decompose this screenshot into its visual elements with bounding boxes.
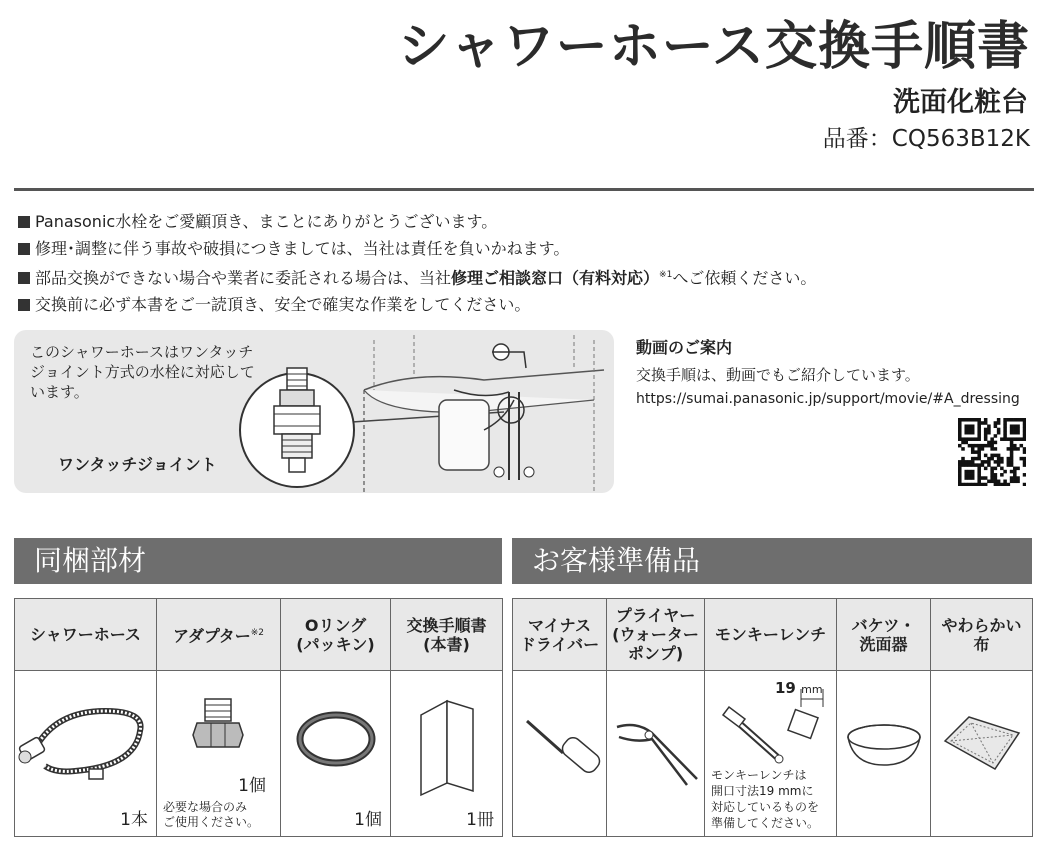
adapter-note: 必要な場合のみ ご使用ください。 bbox=[163, 800, 260, 829]
screwdriver-icon bbox=[513, 671, 607, 837]
wrench-size-label: 19 mm bbox=[775, 679, 823, 697]
model-number: 品番：CQ563B12K bbox=[822, 126, 1030, 152]
part-header-manual: 交換手順書 (本書) bbox=[391, 599, 503, 671]
joint-label: ワンタッチジョイント bbox=[58, 455, 217, 474]
bullet-square-icon bbox=[18, 216, 30, 228]
notice-item: 交換前に必ず本書をご一読頂き、安全で確実な作業をしてください。 bbox=[18, 291, 1028, 318]
compatibility-info-box bbox=[14, 330, 614, 493]
soft-cloth-icon bbox=[931, 671, 1033, 837]
part-header-adapter: アダプター$^{※2}$ bbox=[157, 599, 281, 671]
tool-header-cloth: やわらかい 布 bbox=[931, 599, 1033, 671]
customer-tools-table bbox=[512, 598, 1033, 837]
part-cell-oring bbox=[281, 671, 391, 837]
part-cell-hose bbox=[15, 671, 157, 837]
part-cell-adapter bbox=[157, 671, 281, 837]
notice-list bbox=[18, 208, 1028, 318]
manual-quantity: 1冊 bbox=[466, 810, 494, 830]
bullet-square-icon bbox=[18, 272, 30, 284]
adapter-quantity: 1個 bbox=[238, 776, 266, 796]
included-parts-heading: 同梱部材 bbox=[14, 538, 502, 584]
repair-contact-link: 修理ご相談窓口（有料対応） bbox=[451, 268, 660, 288]
wrench-note: モンキーレンチは 開口寸法19 mmに 対応しているものを 準備してください。 bbox=[711, 768, 820, 830]
notice-item: 修理･調整に伴う事故や破損につきましては、当社は責任を負いかねます。 bbox=[18, 235, 1028, 262]
tool-cell-pliers bbox=[607, 671, 705, 837]
tool-header-pliers: プライヤー (ウォーター ポンプ) bbox=[607, 599, 705, 671]
page-title: シャワーホース交換手順書 bbox=[397, 17, 1030, 77]
basin-icon bbox=[837, 671, 931, 837]
tool-cell-wrench bbox=[705, 671, 837, 837]
part-header-oring: Oリング (パッキン) bbox=[281, 599, 391, 671]
header-divider bbox=[14, 188, 1034, 191]
video-description: 交換手順は、動画でもご紹介しています。 bbox=[636, 366, 920, 384]
notice-item: 部品交換ができない場合や業者に委託される場合は、当社修理ご相談窓口（有料対応）$^{※1}$へご依頼ください。 bbox=[18, 262, 1028, 291]
compatibility-text: このシャワーホースはワンタッチジョイント方式の水栓に対応しています。 bbox=[30, 343, 255, 401]
customer-tools-heading: お客様準備品 bbox=[512, 538, 1032, 584]
included-parts-table bbox=[14, 598, 503, 837]
video-url-link[interactable]: https://sumai.panasonic.jp/support/movie/#A_dressing bbox=[636, 391, 1020, 407]
part-header-hose: シャワーホース bbox=[15, 599, 157, 671]
tool-header-screwdriver: マイナス ドライバー bbox=[513, 599, 607, 671]
video-guide bbox=[636, 335, 1036, 407]
bullet-square-icon bbox=[18, 243, 30, 255]
notice-item: Panasonic水栓をご愛顧頂き、まことにありがとうございます。 bbox=[18, 208, 1028, 235]
qr-code-icon[interactable] bbox=[958, 418, 1026, 486]
bullet-square-icon bbox=[18, 299, 30, 311]
tool-cell-cloth bbox=[931, 671, 1033, 837]
oring-quantity: 1個 bbox=[354, 810, 382, 830]
hose-quantity: 1本 bbox=[120, 810, 148, 830]
part-cell-manual bbox=[391, 671, 503, 837]
video-title: 動画のご案内 bbox=[636, 338, 733, 357]
product-category: 洗面化粧台 bbox=[893, 87, 1028, 118]
tool-header-bucket: バケツ・ 洗面器 bbox=[837, 599, 931, 671]
pliers-icon bbox=[607, 671, 705, 837]
tool-header-wrench: モンキーレンチ bbox=[705, 599, 837, 671]
tool-cell-bucket bbox=[837, 671, 931, 837]
tool-cell-screwdriver bbox=[513, 671, 607, 837]
